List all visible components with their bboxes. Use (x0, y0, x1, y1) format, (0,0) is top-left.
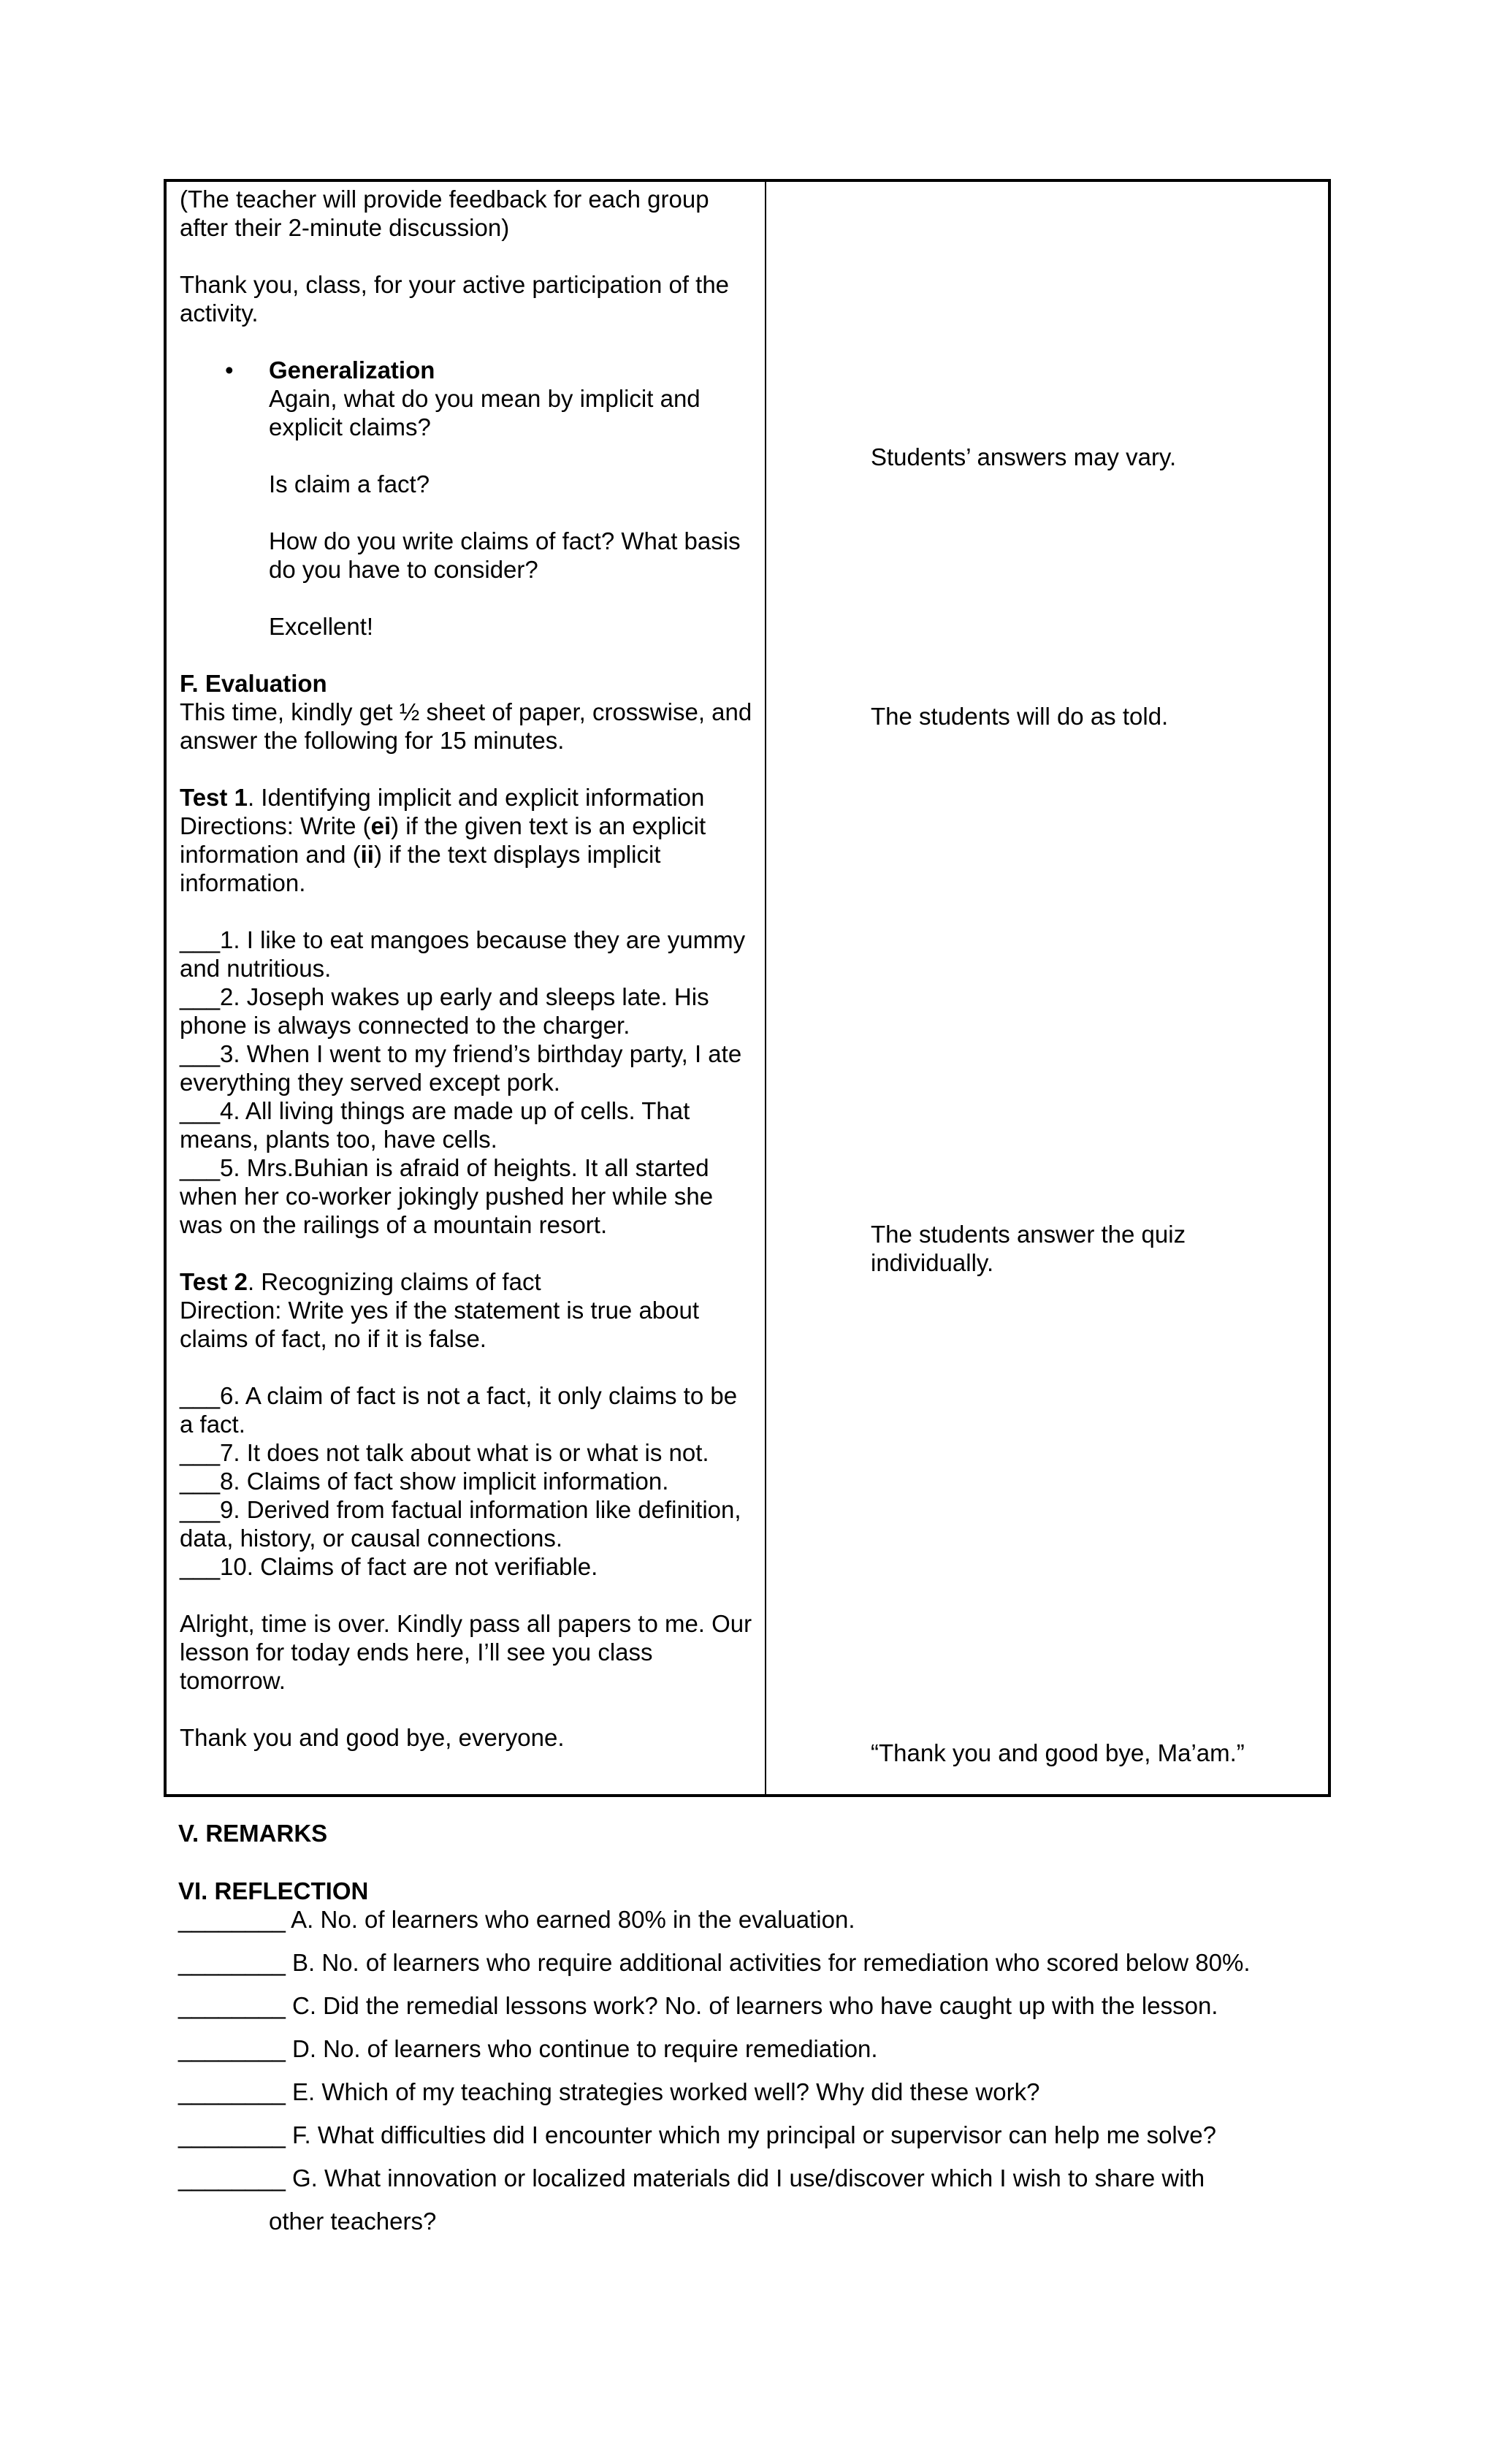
test1-item: ___4. All living things are made up of cells. That means, plants too, have cells. (180, 1097, 690, 1153)
reflection-item-c: ________ C. Did the remedial lessons work? No. of learners who have caught up with the lesson. (178, 1992, 1218, 2019)
reflection-item-f: ________ F. What difficulties did I encounter which my principal or supervisor can help me solve? (178, 2121, 1216, 2148)
test1-directions: Directions: Write (ei) if the given text is an explicit information and (ii) if the text displays implicit information. (180, 812, 706, 896)
generalization-heading: Generalization (269, 356, 435, 384)
test1-item: ___1. I like to eat mangoes because they are yummy and nutritious. (180, 926, 746, 982)
test2-item: ___10. Claims of fact are not verifiable. (180, 1553, 598, 1580)
test1-heading: Test 1. Identifying implicit and explicit information (180, 784, 705, 811)
reflection-item-a: ________ A. No. of learners who earned 80% in the evaluation. (178, 1906, 855, 1933)
reflection-item-g: ________ G. What innovation or localized materials did I use/discover which I wish to share with (178, 2164, 1205, 2192)
reflection-item-b: ________ B. No. of learners who require additional activities for remediation who scored below 80%. (178, 1949, 1251, 1976)
generalization-question-3: How do you write claims of fact? What basis do you have to consider? (269, 527, 741, 583)
test1-item: ___2. Joseph wakes up early and sleeps late. His phone is always connected to the charger. (180, 983, 709, 1039)
generalization-question-1: Again, what do you mean by implicit and explicit claims? (269, 385, 701, 440)
student-response-1: Students’ answers may vary. (871, 443, 1177, 470)
student-activity-column (766, 180, 1329, 1796)
generalization-praise: Excellent! (269, 613, 374, 640)
teacher-activity-column (165, 180, 766, 1796)
thanks-participation: Thank you, class, for your active participation of the activity. (180, 271, 730, 327)
generalization-question-2: Is claim a fact? (269, 470, 430, 497)
reflection-heading: VI. REFLECTION (178, 1877, 369, 1904)
reflection-item-g-continued: other teachers? (269, 2208, 437, 2235)
remarks-heading: V. REMARKS (178, 1820, 328, 1847)
teacher-goodbye: Thank you and good bye, everyone. (180, 1724, 565, 1751)
bullet-icon: • (225, 356, 234, 384)
test1-item: ___5. Mrs.Buhian is afraid of heights. It all started when her co-worker jokingly pushed her while she was on the railings of a mountain resort. (180, 1154, 714, 1238)
reflection-item-d: ________ D. No. of learners who continue to require remediation. (178, 2035, 878, 2062)
closing-remarks: Alright, time is over. Kindly pass all papers to me. Our lesson for today ends here, I’ll see you class tomorrow. (180, 1610, 752, 1694)
test2-item: ___8. Claims of fact show implicit information. (180, 1468, 669, 1495)
test2-item: ___6. A claim of fact is not a fact, it only claims to be a fact. (180, 1382, 738, 1438)
student-response-3: The students answer the quiz individually. (871, 1221, 1186, 1276)
student-response-4: “Thank you and good bye, Ma’am.” (871, 1739, 1245, 1766)
test2-direction: Direction: Write yes if the statement is true about claims of fact, no if it is false. (180, 1297, 700, 1352)
reflection-item-e: ________ E. Which of my teaching strategies worked well? Why did these work? (178, 2078, 1040, 2105)
test1-item: ___3. When I went to my friend’s birthday party, I ate everything they served except pork. (180, 1040, 742, 1096)
post-table-section (178, 1819, 1347, 2235)
student-response-2: The students will do as told. (871, 703, 1169, 730)
test2-heading: Test 2. Recognizing claims of fact (180, 1268, 541, 1295)
lesson-plan-table (164, 179, 1331, 1797)
test2-item: ___9. Derived from factual information like definition, data, history, or causal connections. (180, 1496, 741, 1552)
generalization-block (180, 356, 753, 641)
evaluation-heading: F. Evaluation (180, 670, 327, 697)
feedback-note: (The teacher will provide feedback for each group after their 2-minute discussion) (180, 186, 709, 241)
evaluation-instructions: This time, kindly get ½ sheet of paper, crosswise, and answer the following for 15 minutes. (180, 698, 752, 754)
test2-item: ___7. It does not talk about what is or what is not. (180, 1439, 709, 1466)
